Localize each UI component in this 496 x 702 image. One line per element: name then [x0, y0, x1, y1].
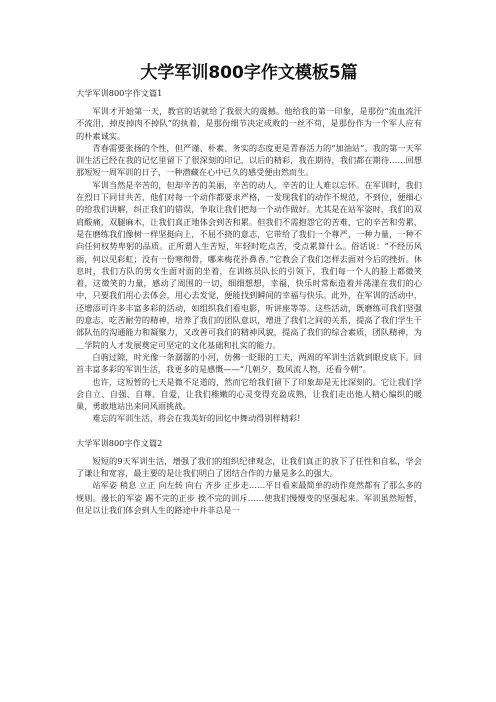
- essay-section-1: [76, 87, 422, 425]
- section-gap: [76, 425, 422, 437]
- paragraph: 军训才开始第一天，教官的话就给了我很大的震撼。他给我的第一印象，是那份“流血流汗不流泪，掉皮掉肉不掉队”的执着，是那份细节决定成败的一丝不苟，是那份作为一个军人应有的朴素诚实。: [76, 106, 422, 141]
- paragraph: 难忘的军训生活，将会在我美好的回忆中舞动得别样精彩!: [92, 413, 301, 424]
- paragraph: 也许，这短暂的七天是微不足道的，然而它给我们留下了印象却是无比深刻的。它让我们学会自立、自强、自尊、自爱，让我们稚嫩的心灵变得充盈成熟，让我们走出他人精心编织的暖巢，勇敢地站出来同风雨挑战。: [76, 376, 422, 412]
- paragraph: 青春需要张扬的个性，但严谨、朴素、务实的态度更是青春活力的“加油站”。我的第一天军训生活已经在我的记忆里留下了很深刻的印记，以后的精彩，我在期待，我们都在期待……回想那短短一周军训的日子，一种潜藏在心中已久的感受便由然而生。: [76, 142, 422, 178]
- essay-section-2: [76, 437, 422, 516]
- section-heading: 大学军训800字作文篇2: [76, 437, 163, 448]
- document-title: 大学军训800字作文模板5篇: [140, 63, 358, 83]
- paragraph: 短短的9天军训生活，增强了我们的组织纪律观念，让我们真正的放下了任性和自私，学会了谦让和宽容，最主要的是让我们明白了团结合作的力量是多么的强大。: [76, 455, 422, 479]
- section-heading: 大学军训800字作文篇1: [76, 88, 163, 98]
- paragraph: 白驹过隙，时光像一条潺潺的小河，仿佛一眨眼的工夫，两周的军训生活就到眼皮底下。回首丰富多彩的军训生活，我更多的是感慨——“几朝夕，数风流人物，还看今朝”。: [76, 351, 422, 375]
- document-page: [76, 62, 422, 516]
- paragraph: 军训当然是辛苦的，但却辛苦的美丽，辛苦的动人，辛苦的让人难以忘怀。在军训时，我们在烈日下同甘共苦，他们对每一个动作都要求严格，一发现我们的动作不规范，不到位，便细心的给我们讲解，纠正我们的错误，争取让我们把每一个动作做好。尤其是在站军姿时，我们的双肩酸痛，双腿麻木，让我们真正地体会到苦和累。但我们不需抱怨它的苦难，它的辛苦和劳累，是在磨练我们像树一样坚挺向上，不屈不挠的意志，它带给了我们一个尊严，一种力量，一种不向任何权势卑躬的品质。正所谓人生苦短，年轻时吃点苦，受点累算什么。俗话说：“不经历风雨，何以见彩虹；没有一份寒彻骨，哪来梅花扑鼻香。”它教会了我们怎样去面对今后的挫折。休息时，我们方队的男女生面对面的坐着，在训练员队长的引领下，我们每一个人的脸上都微笑着，这微笑的力量，感动了周围的一切，细细想想，幸福，快乐时常酝造着并荡漾在我们的心中，只要我们用心去体会，用心去发觉，便能找到瞬间的幸福与快乐。此外，在军训的活动中，还增添可许多丰富多彩的活动，如组织我们看电影，听讲座等等。这些活动，既磨练可我们坚强的意志，吃苦耐劳的精神，培养了我们的团队意识，增进了我们之间的关系，提高了我们学生干部队伍的沟通能力和凝聚力，又改善可我们的精神风貌，提高了我们的综合素质，团队精神，为＿学院的人才发展奠定可坚定的文化基础和扎实的能力。: [76, 179, 422, 350]
- paragraph: 站军姿 稍息 立正 向左转 向右 齐步 正步走……平日看来最简单的动作竟然都有了那么多的规则。漫长的军姿 踢不完的正步 挨不完的训斥……使我们慢慢变的坚强起来。军训虽然短暂，但足以让我们体会到人生的路途中并非总是一: [76, 480, 422, 515]
